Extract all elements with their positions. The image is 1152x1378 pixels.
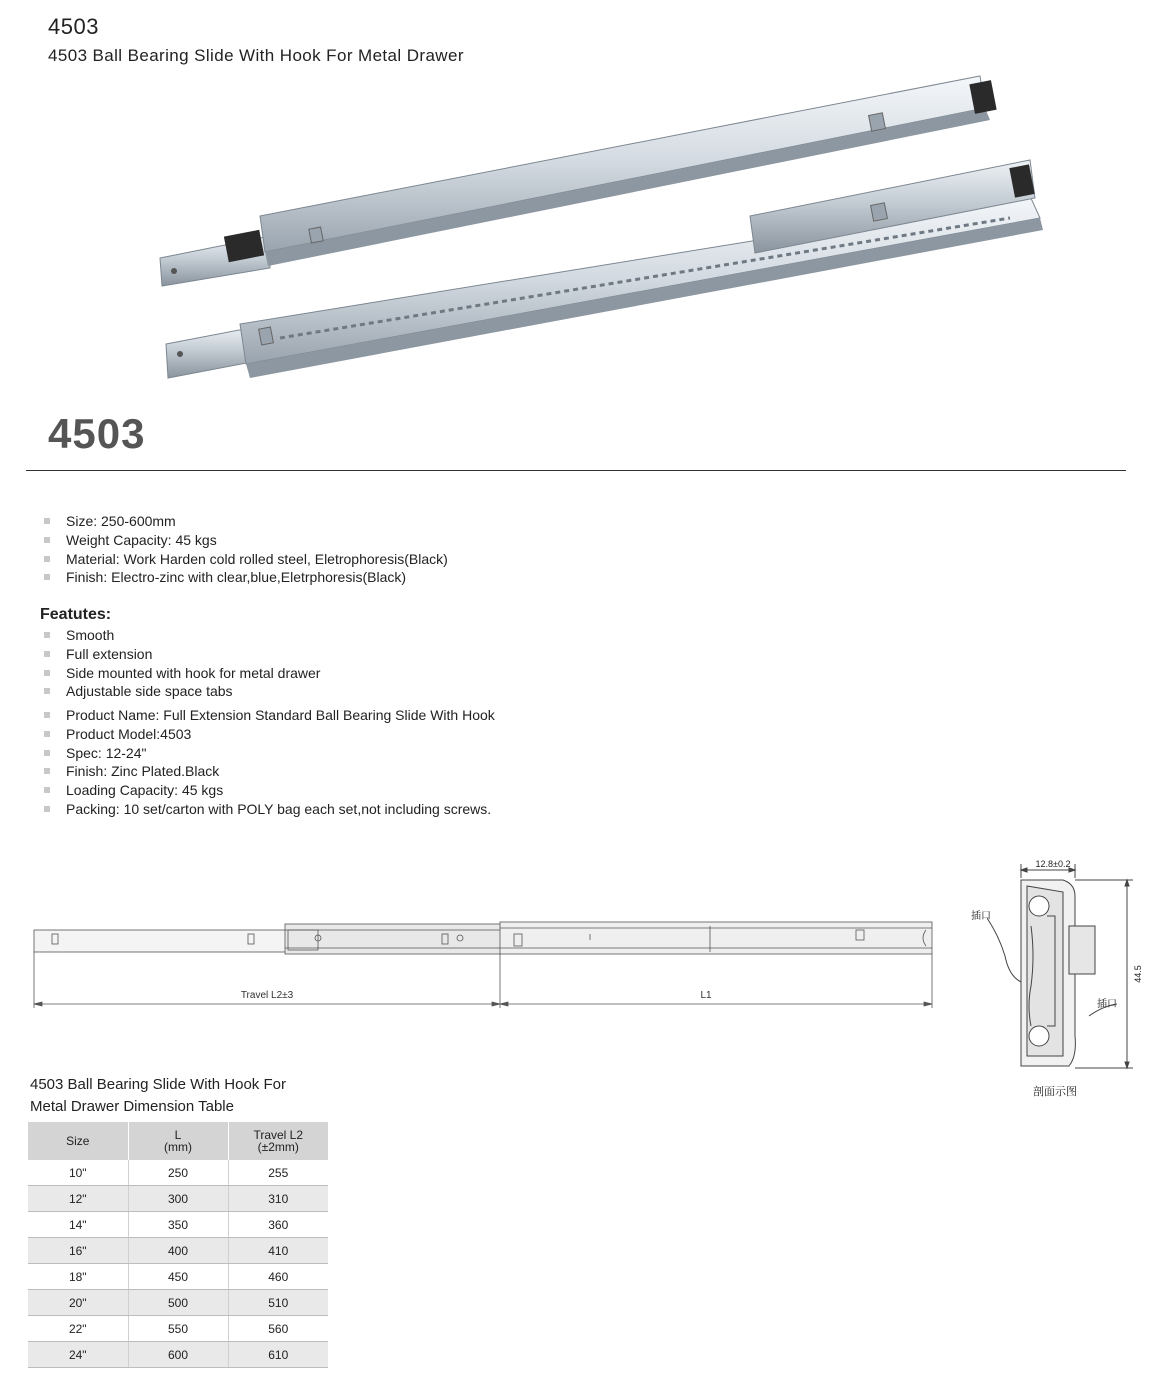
table-row: 18" 450 460	[28, 1264, 328, 1290]
table-row: 24" 600 610	[28, 1342, 328, 1368]
bullet-icon	[44, 806, 50, 812]
page-title: 4503 Ball Bearing Slide With Hook For Metal Drawer	[48, 46, 464, 65]
product-photo	[150, 68, 1050, 388]
divider	[26, 470, 1126, 471]
bullet-icon	[44, 787, 50, 793]
list-item: Spec: 12-24"	[42, 744, 495, 763]
bullet-icon	[44, 632, 50, 638]
features-heading: Featutes:	[40, 606, 112, 623]
section-width-label: 12.8±0.2	[1035, 859, 1071, 869]
section-caption: 剖面示图	[1033, 1085, 1077, 1098]
feature-list	[42, 626, 320, 701]
cross-section-drawing	[965, 856, 1145, 1106]
model-number-large: 4503	[48, 410, 146, 457]
table-row: 22" 550 560	[28, 1316, 328, 1342]
list-item: Weight Capacity: 45 kgs	[42, 531, 448, 550]
l1-dimension-label: L1	[700, 990, 712, 1001]
travel-dimension-label: Travel L2±3	[240, 990, 294, 1001]
table-header-row	[28, 1122, 328, 1160]
bullet-icon	[44, 651, 50, 657]
list-item: Side mounted with hook for metal drawer	[42, 664, 320, 683]
list-item: Finish: Zinc Plated.Black	[42, 762, 495, 781]
header-travel: Travel L2 (±2mm)	[228, 1122, 328, 1160]
list-item: Material: Work Harden cold rolled steel, Eletrophoresis(Black)	[42, 550, 448, 569]
table-row: 14" 350 360	[28, 1212, 328, 1238]
insert-label-bottom: 插口	[1097, 999, 1117, 1010]
bullet-icon	[44, 731, 50, 737]
table-row: 12" 300 310	[28, 1186, 328, 1212]
detail-list	[42, 706, 495, 819]
spec-list	[42, 512, 448, 587]
bullet-icon	[44, 768, 50, 774]
section-height-label: 44.5	[1133, 965, 1143, 983]
table-title: 4503 Ball Bearing Slide With Hook For Metal Drawer Dimension Table	[30, 1076, 286, 1115]
table-row: 20" 500 510	[28, 1290, 328, 1316]
insert-label-top: 插口	[971, 911, 991, 922]
bullet-icon	[44, 750, 50, 756]
table-row: 10" 250 255	[28, 1160, 328, 1186]
header-l: L (mm)	[128, 1122, 228, 1160]
bullet-icon	[44, 556, 50, 562]
model-number: 4503	[48, 14, 99, 39]
bullet-icon	[44, 712, 50, 718]
bullet-icon	[44, 670, 50, 676]
dimension-table	[28, 1122, 328, 1368]
list-item: Adjustable side space tabs	[42, 682, 320, 701]
header-size: Size	[28, 1122, 128, 1160]
list-item: Size: 250-600mm	[42, 512, 448, 531]
list-item: Product Name: Full Extension Standard Ball Bearing Slide With Hook	[42, 706, 495, 725]
list-item: Loading Capacity: 45 kgs	[42, 781, 495, 800]
list-item: Product Model:4503	[42, 725, 495, 744]
bullet-icon	[44, 574, 50, 580]
list-item: Smooth	[42, 626, 320, 645]
list-item: Finish: Electro-zinc with clear,blue,Eletrphoresis(Black)	[42, 568, 448, 587]
bullet-icon	[44, 688, 50, 694]
bullet-icon	[44, 537, 50, 543]
list-item: Full extension	[42, 645, 320, 664]
bullet-icon	[44, 518, 50, 524]
list-item: Packing: 10 set/carton with POLY bag each set,not including screws.	[42, 800, 495, 819]
technical-drawing	[30, 918, 940, 1018]
table-row: 16" 400 410	[28, 1238, 328, 1264]
